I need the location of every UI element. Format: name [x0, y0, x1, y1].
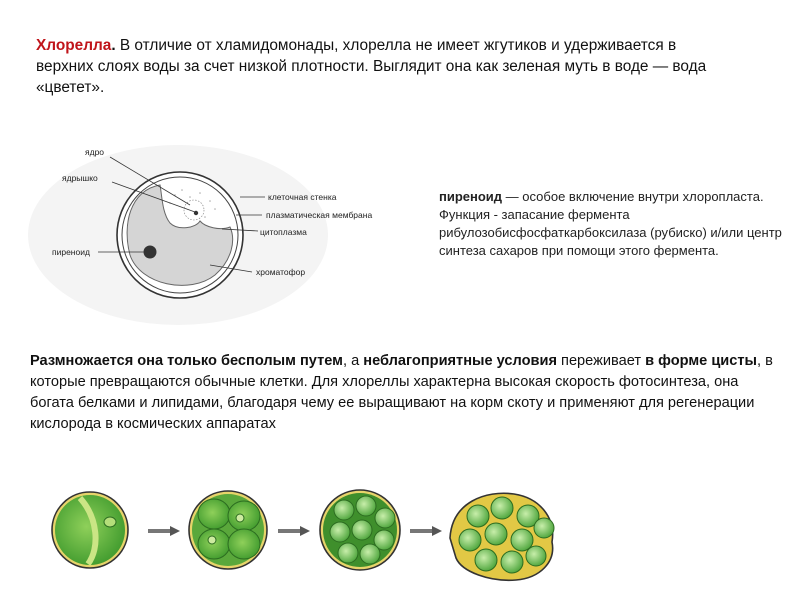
arrow-1 [148, 526, 180, 536]
pyrenoid-term: пиреноид [439, 189, 503, 204]
chlorella-cell-diagram [0, 135, 430, 325]
repro-bold-2: неблагоприятные условия [363, 353, 557, 369]
stage-1-cell [52, 492, 128, 568]
reproduction-paragraph [30, 351, 780, 435]
reproduction-stages [0, 478, 800, 588]
intro-term: Хлорелла [36, 37, 112, 54]
label-cell-wall: клеточная стенка [268, 192, 337, 202]
stages-svg [0, 478, 800, 588]
intro-paragraph [36, 35, 736, 98]
repro-text-3: , в которые превращаются обычные клетки. Для хлореллы характерна высокая скорость фотосинтеза, она богата белками и липидами, благодаря чему ее выращивают на корм скоту и применяют для регенерации кислорода в космических аппаратах [30, 353, 773, 432]
stage-3-cell [320, 490, 400, 570]
stage-2-cell [189, 491, 267, 569]
repro-text-1: , а [342, 353, 364, 369]
intro-term-dot: . [111, 37, 116, 54]
label-cytoplasm: цитоплазма [260, 227, 307, 237]
repro-bold-3: в форме цисты [645, 353, 758, 369]
arrow-2 [278, 526, 310, 536]
arrow-3 [410, 526, 442, 536]
pyrenoid-shape [144, 246, 157, 259]
repro-bold-1: Размножается она только бесполым путем [30, 353, 343, 369]
label-plasma-membrane: плазматическая мембрана [266, 210, 373, 220]
intro-text: В отличие от хламидомонады, хлорелла не имеет жгутиков и удерживается в верхних слоях воды за счет низкой плотности. Выглядит она как зеленая муть в воде — вода «цветет». [36, 37, 707, 96]
cell-diagram-svg [0, 135, 430, 325]
repro-text-2: переживает [556, 353, 646, 369]
label-pyrenoid: пиреноид [52, 247, 90, 257]
pyrenoid-text: — особое включение внутри хлоропласта. Функция - запасание фермента рибулозобисфосфаткарбоксилаза (рубиско) и/или центр синтеза сахаров при помощи этого фермента. [439, 189, 782, 258]
label-chromatophore: хроматофор [256, 267, 306, 277]
label-nucleus: ядро [85, 147, 105, 157]
stage-4-cell [450, 493, 554, 580]
pyrenoid-note [439, 188, 789, 260]
label-nucleolus: ядрышко [62, 173, 98, 183]
